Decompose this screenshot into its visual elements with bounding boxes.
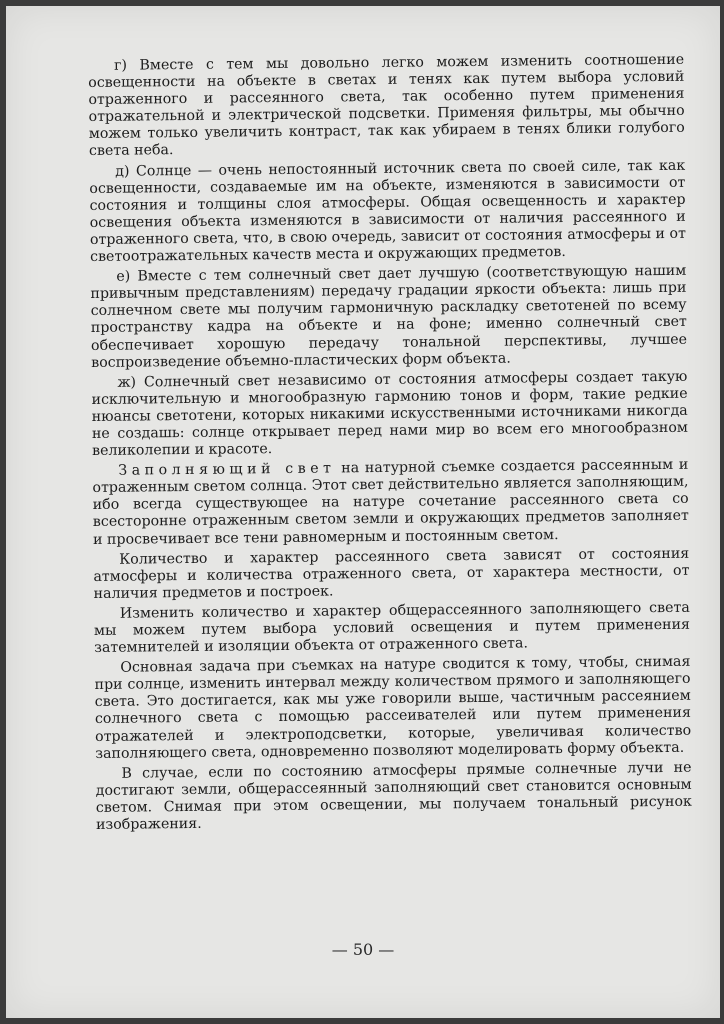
fill-light-term: Заполняющий свет (118, 460, 336, 479)
paragraph-e: е) Вместе с тем солнечный свет дает лучшую (соответствующую нашим привычным представлениям) передачу градации яркости объекта: лишь при солнечном свете мы получим гармоничную раскладку светотеней по всему пространству кадра на объекте и на фоне; именно солнечный свет обеспечивает хорошую передачу тональной перспективы, лучшее воспроизведение объемно-пластических форм объекта. (90, 262, 688, 371)
paragraph-zh: ж) Солнечный свет независимо от состояния атмосферы создает такую исключительную и многообразную гармонию тонов и форм, такие редкие нюансы светотени, которых никакими искусственными источниками никогда не создашь: солнце открывает перед нами мир во всем его многообразном великолепии и красоте. (91, 368, 688, 460)
paragraph-main-task: Основная задача при съемках на натуре сводится к тому, чтобы, снимая при солнце, изменить интервал между количеством прямого и заполняющего света. Это достигается, как мы уже говорили выше, частичным рассеянием солнечного света с помощью рассеивателей или путем применения отражателей и электроподсветки, которые, увеличивая количество заполняющего света, одновременно позволяют моделировать форму объекта. (94, 653, 692, 762)
paragraph-g: г) Вместе с тем мы довольно легко можем изменить соотношение освещенности на объекте в светах и тенях как путем выбора условий отраженного и рассеянного света, так особенно путем применения отражательной и электрической подсветки. Применяя фильтры, мы обычно можем только увеличить контраст, так как убираем в тенях блики голубого света неба. (88, 51, 685, 160)
fill-light-text: на натурной съемке создается рассеянным и отраженным светом солнца. Этот свет действительно является заполняющим, ибо всегда существующее на натуре сочетание рассеянного света со всесторонне отраженным светом земли и окружающих предметов заполняет и просвечивает все тени равномерным и постоянным светом. (92, 456, 689, 548)
paragraph-fill-light (92, 457, 689, 549)
body-text (88, 52, 692, 837)
paragraph-d: д) Солнце — очень непостоянный источник света по своей силе, так как освещенности, создаваемые им на объекте, изменяются в зависимости от состояния и толщины слоя атмосферы. Общая освещенность и характер освещения объекта изменяются в зависимости от наличия рассеянного и отраженного света, что, в свою очередь, зависит от состояния атмосферы и от светоотражательных качеств места и окружающих предметов. (89, 157, 686, 266)
paragraph-overcast: В случае, если по состоянию атмосферы прямые солнечные лучи не достигают земли, общерассеянный заполняющий свет становится основным светом. Снимая при этом освещении, мы получаем тональный рисунок изображения. (95, 759, 692, 833)
page-number: — 50 — (331, 940, 395, 959)
paragraph-change: Изменить количество и характер общерассеянного заполняющего света мы можем путем выбора условий освещения и путем применения затемнителей и изоляции объекта от отраженного света. (93, 599, 691, 657)
book-page (6, 6, 720, 1018)
paragraph-quantity: Количество и характер рассеянного света зависят от состояния атмосферы и количества отраженного света, от характера местности, от наличия предметов и построек. (93, 545, 690, 602)
